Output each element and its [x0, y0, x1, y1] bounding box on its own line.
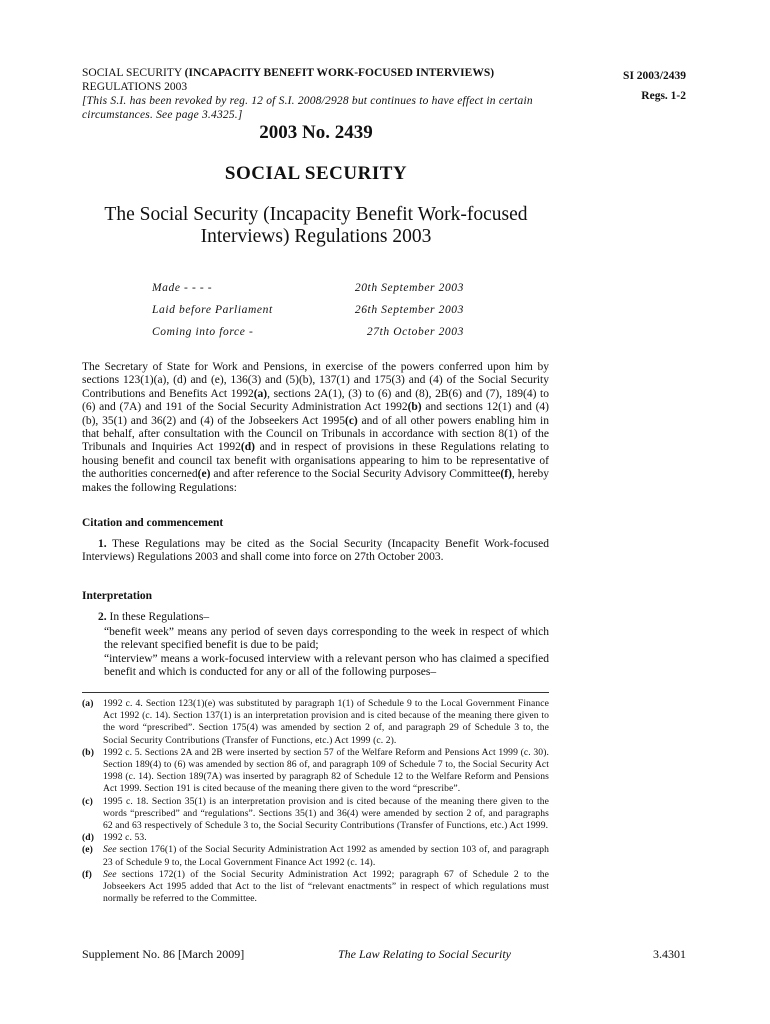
footnote-f [82, 869, 549, 906]
si-number-title: 2003 No. 2439 [259, 122, 373, 143]
running-title-prefix: SOCIAL SECURITY [82, 67, 182, 79]
preamble [82, 361, 549, 495]
regulation-number: 1. [98, 538, 107, 550]
footnote-see: See [103, 868, 117, 880]
footnote-b [82, 747, 549, 796]
footnote-d [82, 832, 549, 844]
revocation-note: [This S.I. has been revoked by reg. 12 of S.I. 2008/2928 but continues to have effect in certain circumstances. See page 3.4325.] [82, 95, 533, 121]
footer-publication: The Law Relating to Social Security [338, 947, 511, 961]
date-value: 27th October 2003 [366, 326, 464, 338]
preamble-text: and in respect of provisions in these Regulations relating to housing benefit and council tax benefit with organisations appearing to him to be representative of the authorities concerned [82, 441, 549, 481]
footnote-c [82, 796, 549, 833]
preamble-text: , sections 2A(1), (3) to (6) and (8), 2B(6) and (7), 189(4) to (6) and (7A) and 191 of the Social Security Administration Act 1992 [82, 387, 549, 414]
document-title: The Social Security (Incapacity Benefit Work-focused Interviews) Regulations 2003 [104, 204, 528, 247]
footnote-see: See [103, 844, 117, 856]
running-header [82, 66, 552, 122]
regulation-text: These Regulations may be cited as the Social Security (Incapacity Benefit Work-focused Interviews) Regulations 2003 and shall come into force on 27th October 2003. [82, 538, 550, 564]
header-reference [623, 66, 686, 106]
interpretation-heading: Interpretation [82, 590, 153, 602]
footnote-text: sections 172(1) of the Social Security Administration Act 1992; paragraph 67 of Schedule 2 to the Jobseekers Act 1995 added that Act to the list of “relevant enactments” in respect of which regulations must normally be referred to the Committee. [103, 868, 549, 905]
footnote-key: (e) [82, 844, 93, 856]
preamble-text: and after reference to the Social Security Advisory Committee [210, 468, 501, 481]
footnote-key: (d) [82, 832, 95, 844]
footnote-divider [82, 692, 549, 693]
footnote-key: (a) [82, 698, 94, 709]
definition-benefit-week: “benefit week” means any period of seven days corresponding to the week in respect of which the relevant specified benefit is due to be paid; [104, 626, 549, 652]
footnote-ref: (d) [240, 441, 255, 454]
running-title [82, 66, 552, 94]
definitions [104, 626, 549, 680]
running-title-suffix: REGULATIONS 2003 [82, 81, 188, 93]
footnote-key: (f) [82, 868, 92, 880]
regulation-number: 2. [98, 611, 107, 623]
footnote-ref: (f) [500, 468, 512, 481]
preamble-text: , hereby makes the following Regulations: [82, 468, 549, 494]
footnote-ref: (b) [407, 401, 422, 414]
running-title-bold: (INCAPACITY BENEFIT WORK-FOCUSED INTERVIEWS) [184, 67, 495, 79]
footnote-text: section 176(1) of the Social Security Administration Act 1992 as amended by section 103 of, and paragraph 23 of Schedule 9 to, the Local Government Finance Act 1992 (c. 14). [103, 844, 549, 868]
date-value: 20th September 2003 [354, 282, 464, 294]
footnotes [82, 698, 549, 905]
footnote-text: 1992 c. 53. [103, 832, 147, 844]
date-label: Made - - - - [152, 282, 213, 294]
footnote-key: (b) [82, 746, 95, 758]
footnote-ref: (c) [344, 414, 358, 427]
subject-heading: SOCIAL SECURITY [224, 163, 408, 184]
si-reference: SI 2003/2439 [623, 70, 686, 82]
footnote-text: 1995 c. 18. Section 35(1) is an interpretation provision and is cited because of the meaning there given to the words “prescribed” and “regulations”. Sections 35(1) and 36(4) were amended by section 2 of, and paragraphs 62 and 63 respectively of Schedule 3 to, the Social Security Contributions (Transfer of Functions, etc.) Act 1999. [103, 795, 549, 832]
footnote-ref: (a) [253, 387, 268, 400]
footer-page-number: 3.4301 [653, 947, 686, 961]
regulation-text: In these Regulations– [109, 611, 210, 623]
preamble-text: and sections 12(1) and (4)(b), 35(1) and 36(2) and (4) of the Jobseekers Act 1995 [82, 401, 550, 427]
date-value: 26th September 2003 [354, 304, 464, 316]
regulation-2 [82, 611, 549, 624]
footnote-a [82, 698, 549, 747]
regs-reference: Regs. 1-2 [641, 90, 686, 102]
preamble-text: The Secretary of State for Work and Pensions, in exercise of the powers conferred upon him by sections 123(1)(a), (d) and (e), 136(3) and (5)(b), 137(1) and 175(3) and (4) of the Social Security Contributions and Benefits Act 1992 [82, 361, 549, 400]
regulation-1 [82, 538, 549, 565]
footnote-text: 1992 c. 4. Section 123(1)(e) was substituted by paragraph 1(1) of Schedule 9 to the Local Government Finance Act 1992 (c. 14). Section 137(1) is an interpretation provision and is cited because of the meaning there given to the word “prescribed”. Section 175(4) was amended by section 2 of, and paragraph 29 of Schedule 3 to, the Social Security Contributions (Transfer of Functions, etc.) Act 1999 (c. 2). [103, 698, 549, 746]
citation-heading: Citation and commencement [82, 517, 224, 529]
footnote-ref: (e) [197, 468, 211, 481]
footer-supplement: Supplement No. 86 [March 2009] [82, 947, 245, 961]
preamble-text: and of all other powers enabling him in that behalf, after consultation with the Council on Tribunals in accordance with section 8(1) of the Tribunals and Inquiries Act 1992 [82, 414, 549, 454]
footnote-text: 1992 c. 5. Sections 2A and 2B were inserted by section 57 of the Welfare Reform and Pensions Act 1999 (c. 30). Section 189(4) to (6) was amended by section 86 of, and paragraph 109 of Schedule 7 to, the Social Security Act 1998 (c. 14). Section 189(7A) was inserted by paragraph 82 of Schedule 12 to the Welfare Reform and Pensions Act 1999. Section 191 is cited because of the meaning there given to the word “prescribe”. [103, 746, 549, 795]
date-label: Laid before Parliament [152, 304, 273, 316]
definition-interview: “interview” means a work-focused interview with a relevant person who has claimed a specified benefit and which is conducted for any or all of the following purposes– [104, 652, 549, 679]
date-label: Coming into force - [152, 326, 254, 338]
footnote-key: (c) [82, 795, 93, 807]
footnote-e [82, 844, 549, 868]
